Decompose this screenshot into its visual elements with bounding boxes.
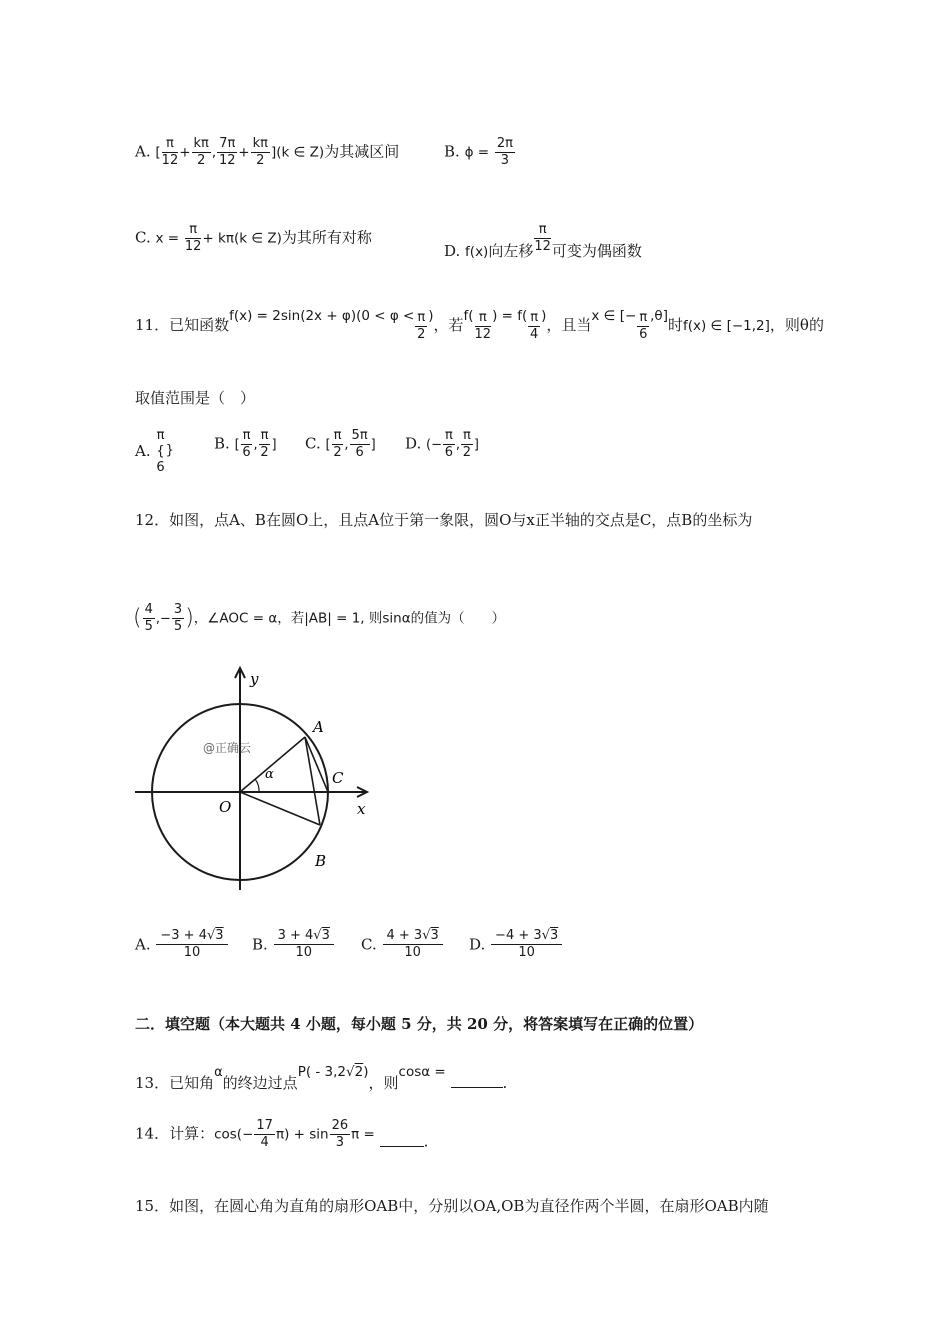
label-x: x [357,800,366,818]
option-label: C. [135,228,151,247]
q10-option-c: C. x = $\frac{\pi}{12}$ + kπ(k ∈ Z)为其所有对称 [135,222,372,254]
q12-option-a [135,928,229,961]
fraction: $\frac{\pi}{2}$ [462,428,472,460]
q10-option-d: D. f(x)向左移 $\frac{\pi}{12}$ 可变为偶函数 [444,222,642,260]
q11-option-a: A. π { 6 } [135,428,174,475]
option-label: D. [405,434,422,453]
fraction: $\frac{7\pi}{12}$ [218,136,236,168]
fraction: $\frac{\pi}{6}$ [639,309,648,342]
q11-stem-line2: 取值范围是（ ） [135,389,256,407]
option-label: D. [444,242,461,260]
q13-stem: 13．已知角α的终边过点P( - 3,2√2)，则cosα = . [135,1064,508,1092]
q11-stem: 11．已知函数f(x) = 2sin(2x + φ)(0 < φ < $\frac{\pi}{2}$ )，若f( $\frac{\pi}{12}$ ) = f( $\frac{\pi}{4}$ )，且当x ∈ [− $\frac{\pi}{6}$ ,θ]时f(x) ∈ [−1,2]，则θ的 [135,308,824,342]
fraction: $\frac{-3 + 4√3}{10}$ [156,928,227,961]
fraction: $\frac{\pi}{12}$ [534,222,551,254]
option-label: B. [252,935,268,954]
option-label: C. [305,434,321,453]
sqrt-sign: √ [541,928,550,943]
section-title: 二．填空题（本大题共 4 小题，每小题 5 分，共 20 分，将答案填写在正确的位置） [135,1015,704,1033]
angle-arc [255,779,259,792]
q11-option-b: B. [ $\frac{\pi}{6}$ , $\frac{\pi}{2}$ ] [214,428,277,460]
label-b: B [315,852,327,870]
fraction: $\frac{3 + 4√3}{10}$ [274,928,334,961]
q12-stem: 12．如图，点A、B在圆O上，且点A位于第一象限，圆O与x正半轴的交点是C，点B的坐标为 [135,511,753,529]
fraction: $\frac{17}{4}$ [256,1118,273,1150]
label-alpha: α [265,767,274,782]
q10-option-b: B. ϕ = $\frac{2\pi}{3}$ [444,136,513,168]
fraction: $\frac{4 + 3√3}{10}$ [383,928,443,961]
fraction: $\frac{k\pi}{2}$ [252,136,268,168]
option-label: B. [214,434,230,453]
q12-option-b [252,928,335,961]
q12-option-c [361,928,444,961]
fraction: $\frac{\pi}{2}$ [333,428,342,460]
answer-blank[interactable] [451,1087,503,1088]
q12-option-d [469,928,563,961]
fraction: $\frac{\pi}{6}$ [444,428,454,460]
option-label: B. [444,142,460,161]
fraction: $\frac{\pi}{2}$ [260,428,269,460]
q10-option-a: A. [ $\frac{\pi}{12}$ + $\frac{k\pi}{2}$ , $\frac{7\pi}{12}$ + $\frac{k\pi}{2}$ ](k ∈ Z)为其减区间 [135,136,400,168]
q15-stem: 15．如图，在圆心角为直角的扇形OAB中，分别以OA,OB为直径作两个半圆，在扇形OAB内随 [135,1197,769,1215]
option-label: D. [469,935,486,954]
sqrt-sign: √ [346,1064,355,1080]
label-c: C [332,769,344,787]
fraction: $\frac{5\pi}{6}$ [351,428,368,460]
q12-stem-line2: ( $\frac{4}{5}$ ,− $\frac{3}{5}$ )，∠AOC = α，若|AB| = 1, 则sinα的值为（ ） [133,602,506,634]
answer-blank[interactable] [380,1146,424,1147]
fraction: $\frac{\pi}{12}$ [184,222,202,254]
segment-ob [240,792,320,825]
fraction: $\frac{3}{5}$ [173,602,183,634]
fraction: $\frac{-4 + 3√3}{10}$ [491,928,562,961]
q11-option-c: C. [ $\frac{\pi}{2}$ , $\frac{5\pi}{6}$ ] [305,428,376,460]
option-label: A. [135,142,151,161]
option-label: A. [135,442,151,460]
watermark: @正确云 [203,741,252,755]
q11-option-d: D. (− $\frac{\pi}{6}$ , $\frac{\pi}{2}$ ] [405,428,479,460]
fraction: $\frac{\pi}{12}$ [474,309,492,342]
label-a: A [313,718,324,736]
fraction: $\frac{2\pi}{3}$ [496,136,513,168]
sqrt-sign: √ [422,928,431,943]
label-y: y [250,670,259,688]
q14-stem: 14．计算：cos(− $\frac{17}{4}$ π) + sin $\frac{26}{3}$ π = . [135,1118,429,1151]
sqrt-sign: √ [313,928,322,943]
fraction: $\frac{\pi}{12}$ [161,136,179,168]
fraction: $\frac{\pi}{2}$ [417,309,426,342]
circle-figure [125,660,385,900]
label-o: O [219,798,232,816]
fraction: $\frac{4}{5}$ [144,602,153,634]
fraction: $\frac{k\pi}{2}$ [193,136,209,168]
option-label: A. [135,935,151,954]
sqrt-sign: √ [206,928,216,943]
option-label: C. [361,935,377,954]
fraction: π { 6 [156,428,165,475]
fraction: $\frac{\pi}{4}$ [530,309,539,342]
fraction: $\frac{\pi}{6}$ [242,428,251,460]
fraction: $\frac{26}{3}$ [331,1118,349,1150]
